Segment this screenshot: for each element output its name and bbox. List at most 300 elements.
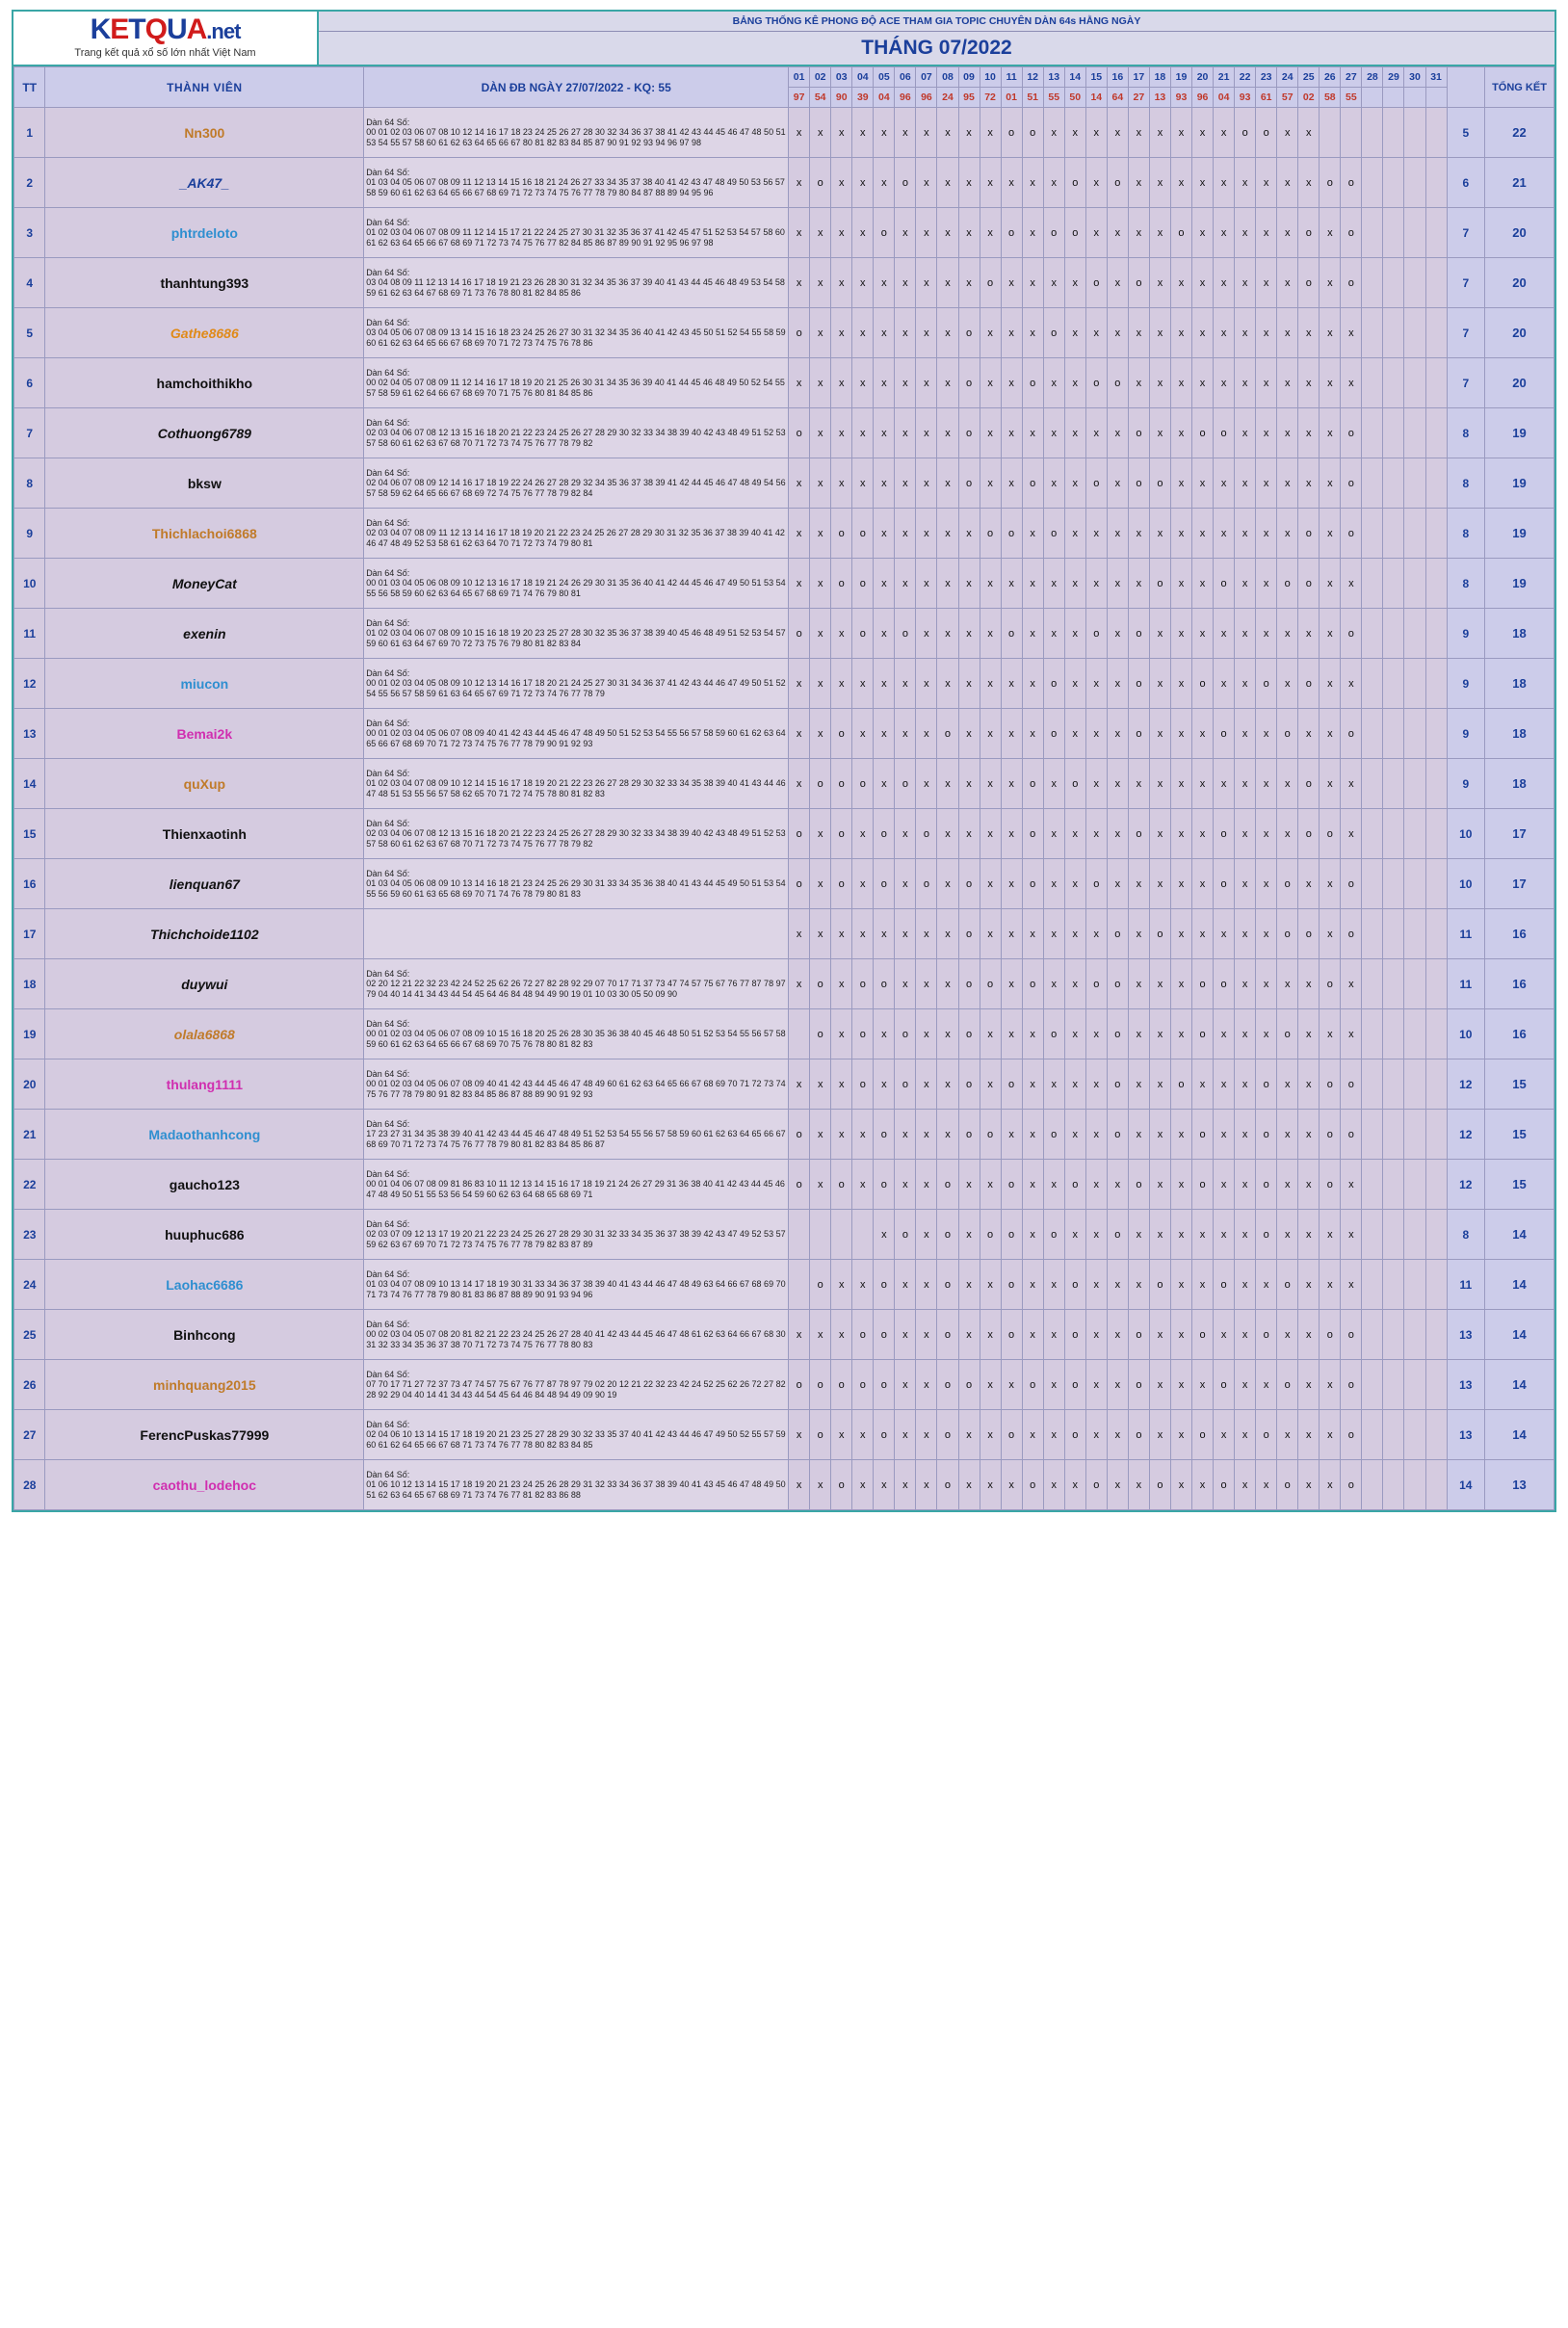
mark-cell: x	[1149, 258, 1170, 308]
total-left: 8	[1447, 559, 1484, 609]
mark-cell: x	[958, 809, 980, 859]
dan-numbers	[364, 1460, 789, 1510]
mark-cell: x	[980, 1160, 1001, 1210]
member-name[interactable]: Laohac6686	[45, 1260, 364, 1310]
mark-cell: o	[1214, 408, 1235, 458]
mark-cell: x	[1064, 509, 1085, 559]
mark-cell: x	[789, 909, 810, 959]
mark-cell: x	[958, 509, 980, 559]
mark-cell: o	[1277, 859, 1298, 909]
member-name[interactable]: hamchoithikho	[45, 358, 364, 408]
mark-cell: x	[916, 208, 937, 258]
mark-cell: x	[1235, 609, 1256, 659]
mark-cell: x	[958, 258, 980, 308]
mark-cell: x	[1170, 1460, 1191, 1510]
kq-header-20: 96	[1192, 88, 1214, 108]
dan-label: Dàn 64 Số:	[366, 1019, 410, 1030]
mark-cell: x	[958, 1310, 980, 1360]
mark-cell: o	[1298, 509, 1320, 559]
mark-cell: x	[1085, 1009, 1107, 1059]
mark-cell: o	[1341, 1110, 1362, 1160]
mark-cell: x	[895, 408, 916, 458]
dan-label: Dàn 64 Số:	[366, 568, 410, 579]
mark-cell: x	[1022, 1059, 1043, 1110]
mark-cell: x	[1192, 108, 1214, 158]
member-name[interactable]: Madaothanhcong	[45, 1110, 364, 1160]
mark-cell: x	[916, 1210, 937, 1260]
day-header-22: 22	[1235, 67, 1256, 88]
dan-values: 00 01 03 04 05 06 08 09 10 12 13 16 17 18 19 21 24 26 29 30 31 35 36 40 41 42 44 45 46 47 49 50 51 53 54 55 56 58 59 60 62 63 64 65 67 68 69 71 74 76 79 80 81	[366, 578, 786, 598]
table-row	[14, 258, 1555, 308]
mark-cell: x	[874, 458, 895, 509]
kq-header-17: 27	[1128, 88, 1149, 108]
row-index: 25	[14, 1310, 45, 1360]
kq-header-19: 93	[1170, 88, 1191, 108]
dan-values: 02 03 04 06 07 08 12 13 15 16 18 20 21 22 23 24 25 26 27 28 29 30 32 33 34 38 39 40 42 43 48 49 51 52 53 57 58 60 61 62 63 67 68 70 71 72 73 74 75 76 77 78 79 82	[366, 428, 786, 448]
mark-cell: x	[810, 258, 831, 308]
mark-cell: x	[1001, 859, 1022, 909]
mark-cell: x	[1298, 859, 1320, 909]
mark-cell: x	[980, 709, 1001, 759]
mark-cell: x	[1001, 308, 1022, 358]
mark-cell: x	[1043, 1460, 1064, 1510]
kq-header-22: 93	[1235, 88, 1256, 108]
mark-cell: o	[1043, 509, 1064, 559]
mark-cell: o	[1341, 458, 1362, 509]
mark-cell: x	[789, 1410, 810, 1460]
mark-cell: x	[874, 258, 895, 308]
total-right: 20	[1485, 308, 1555, 358]
mark-cell: x	[1085, 408, 1107, 458]
mark-cell: x	[1256, 458, 1277, 509]
mark-cell: x	[874, 158, 895, 208]
member-name[interactable]: thulang1111	[45, 1059, 364, 1110]
mark-cell	[1404, 1460, 1425, 1510]
mark-cell: x	[916, 1110, 937, 1160]
mark-cell: o	[1107, 1059, 1128, 1110]
dan-numbers	[364, 308, 789, 358]
dan-values: 01 06 10 12 13 14 15 17 18 19 20 21 23 24 25 26 28 29 31 32 33 34 36 37 38 39 40 41 43 45 46 47 48 49 50 51 62 63 64 65 67 68 69 71 73 74 76 77 81 82 83 86 88	[366, 1479, 786, 1500]
mark-cell: o	[1320, 158, 1341, 208]
day-header-03: 03	[831, 67, 852, 88]
mark-cell: x	[1320, 609, 1341, 659]
total-right: 19	[1485, 559, 1555, 609]
mark-cell: o	[958, 1360, 980, 1410]
table-row	[14, 1460, 1555, 1510]
mark-cell: o	[1064, 1310, 1085, 1360]
member-name[interactable]: _AK47_	[45, 158, 364, 208]
mark-cell: x	[1107, 1310, 1128, 1360]
logo-letter-e: E	[110, 13, 129, 45]
mark-cell: o	[895, 1059, 916, 1110]
mark-cell: x	[1064, 1009, 1085, 1059]
mark-cell: o	[958, 358, 980, 408]
mark-cell: x	[1256, 308, 1277, 358]
mark-cell: x	[810, 1160, 831, 1210]
mark-cell: x	[916, 1310, 937, 1360]
dan-values: 07 70 17 71 27 72 37 73 47 74 57 75 67 76 77 87 78 97 79 02 20 12 21 22 32 23 42 24 52 25 62 26 72 27 82 28 92 29 04 40 14 41 34 43 44 54 45 64 46 84 48 94 49 09 90 19	[366, 1379, 786, 1399]
dan-numbers	[364, 759, 789, 809]
mark-cell: x	[895, 108, 916, 158]
mark-cell: x	[1235, 1160, 1256, 1210]
mark-cell: o	[1298, 759, 1320, 809]
mark-cell: o	[1277, 909, 1298, 959]
mark-cell: o	[958, 1110, 980, 1160]
mark-cell: x	[1214, 1110, 1235, 1160]
mark-cell	[1383, 208, 1404, 258]
mark-cell: x	[958, 1460, 980, 1510]
total-left: 12	[1447, 1110, 1484, 1160]
mark-cell	[1383, 859, 1404, 909]
total-left: 14	[1447, 1460, 1484, 1510]
mark-cell	[1362, 1110, 1383, 1160]
mark-cell: x	[810, 859, 831, 909]
dan-values: 02 03 07 09 12 13 17 19 20 21 22 23 24 25 26 27 28 29 30 31 32 33 34 35 36 37 38 39 42 43 47 49 52 53 57 59 62 63 67 69 70 71 72 73 74 75 76 77 78 79 82 83 87 89	[366, 1229, 786, 1249]
total-right: 15	[1485, 1059, 1555, 1110]
mark-cell: o	[937, 1160, 958, 1210]
dan-numbers	[364, 1059, 789, 1110]
mark-cell: x	[1022, 559, 1043, 609]
dan-numbers	[364, 659, 789, 709]
mark-cell: x	[831, 358, 852, 408]
member-name[interactable]: lienquan67	[45, 859, 364, 909]
mark-cell: x	[980, 458, 1001, 509]
mark-cell	[1362, 1410, 1383, 1460]
table-row	[14, 358, 1555, 408]
mark-cell	[1362, 458, 1383, 509]
mark-cell: x	[916, 1059, 937, 1110]
member-name[interactable]: thanhtung393	[45, 258, 364, 308]
mark-cell: o	[1192, 659, 1214, 709]
mark-cell: x	[1022, 1310, 1043, 1360]
mark-cell	[852, 1210, 874, 1260]
mark-cell: o	[1341, 158, 1362, 208]
mark-cell: x	[1043, 1410, 1064, 1460]
member-name[interactable]: Gathe8686	[45, 308, 364, 358]
mark-cell: x	[895, 458, 916, 509]
member-name[interactable]: Binhcong	[45, 1310, 364, 1360]
total-left: 7	[1447, 208, 1484, 258]
member-name[interactable]: phtrdeloto	[45, 208, 364, 258]
mark-cell: x	[1064, 809, 1085, 859]
mark-cell: x	[1277, 1160, 1298, 1210]
member-name[interactable]: MoneyCat	[45, 559, 364, 609]
mark-cell: o	[1085, 458, 1107, 509]
mark-cell: x	[1107, 559, 1128, 609]
mark-cell: o	[1256, 1059, 1277, 1110]
kq-header-07: 96	[916, 88, 937, 108]
mark-cell: x	[916, 158, 937, 208]
member-name[interactable]: Bemai2k	[45, 709, 364, 759]
mark-cell	[1404, 158, 1425, 208]
mark-cell: x	[1214, 458, 1235, 509]
day-header-12: 12	[1022, 67, 1043, 88]
mark-cell: x	[1064, 559, 1085, 609]
mark-cell: x	[958, 709, 980, 759]
mark-cell: x	[1235, 1410, 1256, 1460]
row-index: 18	[14, 959, 45, 1009]
mark-cell: x	[852, 709, 874, 759]
mark-cell: x	[1043, 1059, 1064, 1110]
kq-header-03: 90	[831, 88, 852, 108]
mark-cell: o	[1192, 1160, 1214, 1210]
dan-label: Dàn 64 Số:	[366, 368, 410, 379]
mark-cell: x	[1064, 1210, 1085, 1260]
row-index: 24	[14, 1260, 45, 1310]
mark-cell: o	[789, 859, 810, 909]
mark-cell: x	[1149, 509, 1170, 559]
mark-cell: x	[916, 559, 937, 609]
mark-cell: o	[1320, 959, 1341, 1009]
day-header-14: 14	[1064, 67, 1085, 88]
member-name[interactable]: exenin	[45, 609, 364, 659]
kq-header-11: 01	[1001, 88, 1022, 108]
day-header-01: 01	[789, 67, 810, 88]
member-name[interactable]: Nn300	[45, 108, 364, 158]
mark-cell	[1404, 1160, 1425, 1210]
mark-cell	[1404, 1009, 1425, 1059]
col-header-dan: DÀN ĐB NGÀY 27/07/2022 - KQ: 55	[364, 67, 789, 108]
mark-cell	[1383, 609, 1404, 659]
row-index: 12	[14, 659, 45, 709]
mark-cell: x	[1022, 408, 1043, 458]
mark-cell	[1425, 559, 1447, 609]
mark-cell: x	[1214, 759, 1235, 809]
mark-cell: x	[1107, 659, 1128, 709]
row-index: 17	[14, 909, 45, 959]
mark-cell	[1404, 458, 1425, 509]
mark-cell: x	[1043, 258, 1064, 308]
mark-cell: x	[831, 1410, 852, 1460]
mark-cell: o	[1001, 509, 1022, 559]
mark-cell: x	[1001, 1460, 1022, 1510]
mark-cell: x	[916, 659, 937, 709]
day-header-15: 15	[1085, 67, 1107, 88]
row-index: 8	[14, 458, 45, 509]
stats-frame	[12, 10, 1556, 1512]
mark-cell: x	[810, 809, 831, 859]
mark-cell: x	[852, 909, 874, 959]
mark-cell: o	[831, 759, 852, 809]
mark-cell: x	[1214, 909, 1235, 959]
mark-cell: o	[874, 809, 895, 859]
mark-cell: x	[1085, 1059, 1107, 1110]
day-header-17: 17	[1128, 67, 1149, 88]
dan-values: 00 01 02 03 04 05 08 09 10 12 13 14 16 17 18 20 21 24 25 27 30 31 34 36 37 41 42 43 44 46 47 49 50 51 52 54 55 56 57 58 59 61 63 64 65 67 69 71 72 73 74 76 77 78 79	[366, 678, 786, 698]
mark-cell: o	[895, 1009, 916, 1059]
mark-cell: x	[1192, 809, 1214, 859]
mark-cell: o	[1149, 458, 1170, 509]
mark-cell: o	[1107, 1009, 1128, 1059]
mark-cell	[1404, 1059, 1425, 1110]
member-name[interactable]: Thienxaotinh	[45, 809, 364, 859]
mark-cell: x	[1149, 1410, 1170, 1460]
mark-cell: x	[1341, 308, 1362, 358]
member-name[interactable]: duywui	[45, 959, 364, 1009]
mark-cell: o	[1214, 809, 1235, 859]
mark-cell: x	[1064, 609, 1085, 659]
mark-cell: x	[980, 1460, 1001, 1510]
dan-values: 01 02 03 04 07 08 09 10 12 14 15 16 17 18 19 20 21 22 23 26 27 28 29 30 32 33 34 35 38 39 40 41 43 44 46 47 48 51 53 55 56 57 58 62 65 70 71 72 74 75 78 80 81 82 83	[366, 778, 786, 798]
table-row	[14, 759, 1555, 809]
table-row	[14, 458, 1555, 509]
member-name[interactable]: caothu_lodehoc	[45, 1460, 364, 1510]
mark-cell: o	[1298, 208, 1320, 258]
mark-cell: o	[1341, 408, 1362, 458]
mark-cell: x	[1149, 358, 1170, 408]
mark-cell: x	[1107, 709, 1128, 759]
member-name[interactable]: Thichchoide1102	[45, 909, 364, 959]
mark-cell: x	[1043, 559, 1064, 609]
logo-letter-k: K	[90, 13, 111, 45]
total-right: 19	[1485, 458, 1555, 509]
mark-cell	[1362, 559, 1383, 609]
mark-cell: o	[1064, 208, 1085, 258]
mark-cell: x	[937, 258, 958, 308]
member-name[interactable]: miucon	[45, 659, 364, 709]
mark-cell	[1404, 609, 1425, 659]
mark-cell: o	[810, 1360, 831, 1410]
mark-cell: o	[1192, 408, 1214, 458]
mark-cell: x	[1320, 258, 1341, 308]
mark-cell	[1425, 258, 1447, 308]
mark-cell: x	[895, 709, 916, 759]
mark-cell: x	[1085, 1260, 1107, 1310]
member-name[interactable]: gaucho123	[45, 1160, 364, 1210]
logo-letter-a: A	[186, 13, 207, 45]
mark-cell: o	[1214, 1260, 1235, 1310]
mark-cell: o	[1149, 559, 1170, 609]
member-name[interactable]: minhquang2015	[45, 1360, 364, 1410]
kq-header-10: 72	[980, 88, 1001, 108]
mark-cell: o	[852, 1360, 874, 1410]
mark-cell: x	[1235, 709, 1256, 759]
mark-cell: x	[1235, 859, 1256, 909]
mark-cell: x	[1235, 308, 1256, 358]
mark-cell: x	[1085, 158, 1107, 208]
mark-cell: x	[1085, 1210, 1107, 1260]
mark-cell: x	[1235, 509, 1256, 559]
day-header-08: 08	[937, 67, 958, 88]
mark-cell: x	[852, 1410, 874, 1460]
total-right: 14	[1485, 1310, 1555, 1360]
mark-cell: o	[1256, 108, 1277, 158]
mark-cell: x	[1022, 1009, 1043, 1059]
mark-cell	[1425, 208, 1447, 258]
row-index: 14	[14, 759, 45, 809]
mark-cell: x	[1149, 1160, 1170, 1210]
mark-cell: o	[1277, 709, 1298, 759]
mark-cell: x	[1085, 308, 1107, 358]
mark-cell: o	[1214, 859, 1235, 909]
logo-text	[91, 15, 241, 44]
mark-cell: x	[1170, 859, 1191, 909]
member-name[interactable]: bksw	[45, 458, 364, 509]
row-index: 13	[14, 709, 45, 759]
mark-cell: x	[810, 1110, 831, 1160]
mark-cell: x	[1214, 1059, 1235, 1110]
mark-cell: x	[1320, 1360, 1341, 1410]
day-header-30: 30	[1404, 67, 1425, 88]
mark-cell	[1404, 1410, 1425, 1460]
mark-cell: x	[1214, 208, 1235, 258]
row-index: 21	[14, 1110, 45, 1160]
member-name[interactable]: huuphuc686	[45, 1210, 364, 1260]
mark-cell: x	[980, 308, 1001, 358]
mark-cell: x	[1320, 1210, 1341, 1260]
member-name[interactable]: Cothuong6789	[45, 408, 364, 458]
mark-cell: o	[1341, 1059, 1362, 1110]
mark-cell: x	[1214, 509, 1235, 559]
total-left: 8	[1447, 458, 1484, 509]
mark-cell: x	[916, 1410, 937, 1460]
member-name[interactable]: FerencPuskas77999	[45, 1410, 364, 1460]
kq-header-12: 51	[1022, 88, 1043, 108]
mark-cell: x	[980, 1360, 1001, 1410]
member-name[interactable]: Thichlachoi6868	[45, 509, 364, 559]
mark-cell: x	[1149, 1059, 1170, 1110]
dan-values: 00 02 03 04 05 07 08 20 81 82 21 22 23 24 25 26 27 28 40 41 42 43 44 45 46 47 48 61 62 63 64 66 67 68 30 31 32 33 34 35 36 37 38 70 71 72 73 74 75 76 77 78 80 83	[366, 1329, 786, 1349]
mark-cell: x	[1277, 759, 1298, 809]
mark-cell: x	[810, 308, 831, 358]
mark-cell: x	[937, 208, 958, 258]
mark-cell: o	[1298, 559, 1320, 609]
mark-cell	[1404, 108, 1425, 158]
mark-cell	[1383, 1009, 1404, 1059]
mark-cell: x	[1107, 609, 1128, 659]
site-logo[interactable]	[13, 12, 319, 65]
mark-cell: x	[1192, 559, 1214, 609]
total-right: 14	[1485, 1360, 1555, 1410]
mark-cell: x	[937, 1110, 958, 1160]
mark-cell: x	[958, 609, 980, 659]
mark-cell: x	[937, 859, 958, 909]
mark-cell: x	[1170, 308, 1191, 358]
mark-cell: o	[1149, 1460, 1170, 1510]
mark-cell: x	[980, 1260, 1001, 1310]
mark-cell: x	[789, 709, 810, 759]
mark-cell: x	[1085, 208, 1107, 258]
mark-cell: x	[1277, 1210, 1298, 1260]
mark-cell: x	[895, 1460, 916, 1510]
table-row	[14, 158, 1555, 208]
mark-cell: x	[980, 1310, 1001, 1360]
mark-cell: x	[874, 909, 895, 959]
member-name[interactable]: quXup	[45, 759, 364, 809]
kq-header-25: 02	[1298, 88, 1320, 108]
mark-cell: o	[831, 1460, 852, 1510]
mark-cell: x	[1170, 1210, 1191, 1260]
mark-cell: x	[810, 1460, 831, 1510]
mark-cell: o	[1043, 1009, 1064, 1059]
mark-cell: o	[1001, 609, 1022, 659]
dan-values: 00 01 02 03 04 05 06 07 08 09 40 41 42 43 44 45 46 47 48 49 60 61 62 63 64 65 66 67 68 69 70 71 72 73 74 75 76 77 78 79 80 91 82 83 84 85 86 87 88 89 90 91 92 93	[366, 1079, 786, 1099]
mark-cell: x	[810, 458, 831, 509]
mark-cell: x	[874, 408, 895, 458]
mark-cell: x	[1341, 759, 1362, 809]
dan-values: 00 02 04 05 07 08 09 11 12 14 16 17 18 19 20 21 25 26 30 31 34 35 36 39 40 41 44 45 46 48 49 50 52 54 55 57 58 59 61 62 64 66 67 68 69 70 71 75 76 80 81 84 85 86	[366, 378, 785, 398]
mark-cell: o	[1341, 859, 1362, 909]
mark-cell: x	[1170, 358, 1191, 408]
member-name[interactable]: olala6868	[45, 1009, 364, 1059]
mark-cell: o	[1085, 358, 1107, 408]
day-header-13: 13	[1043, 67, 1064, 88]
mark-cell: x	[895, 659, 916, 709]
mark-cell: o	[1022, 859, 1043, 909]
mark-cell: x	[1320, 559, 1341, 609]
dan-values: 03 04 08 09 11 12 13 14 16 17 18 19 21 23 26 28 30 31 32 34 35 36 37 39 40 41 43 44 45 46 48 49 53 54 58 59 61 62 63 64 67 68 69 71 73 76 78 80 81 82 84 85 86	[366, 277, 785, 298]
mark-cell: o	[810, 1410, 831, 1460]
